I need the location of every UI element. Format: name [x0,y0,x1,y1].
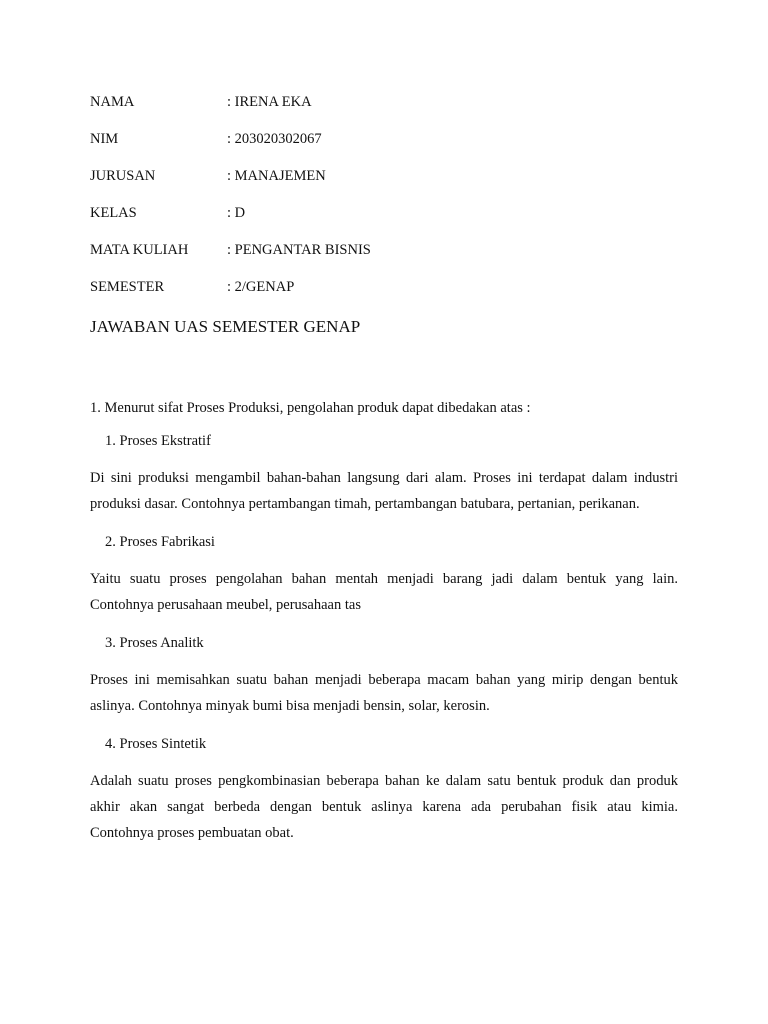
item-heading-sintetik: 4. Proses Sintetik [105,736,207,752]
item-paragraph-analitik [90,667,678,719]
paragraph-line: Contohnya proses pembuatan obat. [90,825,294,841]
identity-row-mata-kuliah [90,241,371,259]
paragraph-line: Di sini produksi mengambil bahan-bahan langsung dari alam. Proses ini terdapat dalam industri [90,470,678,486]
identity-row-kelas [90,204,245,222]
item-paragraph-sintetik [90,768,678,846]
paragraph-line: Yaitu suatu proses pengolahan bahan mentah menjadi barang jadi dalam bentuk yang lain. [90,571,678,587]
identity-row-nama [90,93,312,111]
identity-value: : 2/GENAP [227,279,295,295]
identity-label: SEMESTER [90,279,165,295]
document-title: JAWABAN UAS SEMESTER GENAP [90,317,361,336]
identity-row-nim [90,130,322,148]
item-paragraph-fabrikasi [90,566,678,618]
paragraph-line: Proses ini memisahkan suatu bahan menjadi beberapa macam bahan yang mirip dengan bentuk [90,672,678,688]
identity-value: : D [227,205,246,221]
item-heading-analitik: 3. Proses Analitk [105,635,204,651]
paragraph-line: Adalah suatu proses pengkombinasian beberapa bahan ke dalam satu bentuk produk dan produk [90,773,678,789]
identity-label: MATA KULIAH [90,242,189,258]
question-1 [90,395,678,421]
identity-label: NAMA [90,94,135,110]
paragraph-line: Contohnya perusahaan meubel, perusahaan tas [90,597,361,613]
identity-value: : 203020302067 [227,131,322,147]
identity-value: : IRENA EKA [227,94,312,110]
identity-row-jurusan [90,167,326,185]
identity-label: JURUSAN [90,168,156,184]
paragraph-line: akhir akan sangat berbeda dengan bentuk aslinya karena ada perubahan fisik atau kimia. [90,799,678,815]
question-text: 1. Menurut sifat Proses Produksi, pengolahan produk dapat dibedakan atas : [90,400,531,416]
identity-value: : MANAJEMEN [227,168,326,184]
identity-row-semester [90,278,294,296]
item-heading-ekstratif: 1. Proses Ekstratif [105,433,211,449]
item-paragraph-ekstratif [90,465,678,517]
paragraph-line: produksi dasar. Contohnya pertambangan timah, pertambangan batubara, pertanian, perikanan. [90,496,640,512]
identity-value: : PENGANTAR BISNIS [227,242,371,258]
identity-label: NIM [90,131,119,147]
item-heading-fabrikasi: 2. Proses Fabrikasi [105,534,215,550]
paragraph-line: aslinya. Contohnya minyak bumi bisa menjadi bensin, solar, kerosin. [90,698,490,714]
identity-label: KELAS [90,205,137,221]
